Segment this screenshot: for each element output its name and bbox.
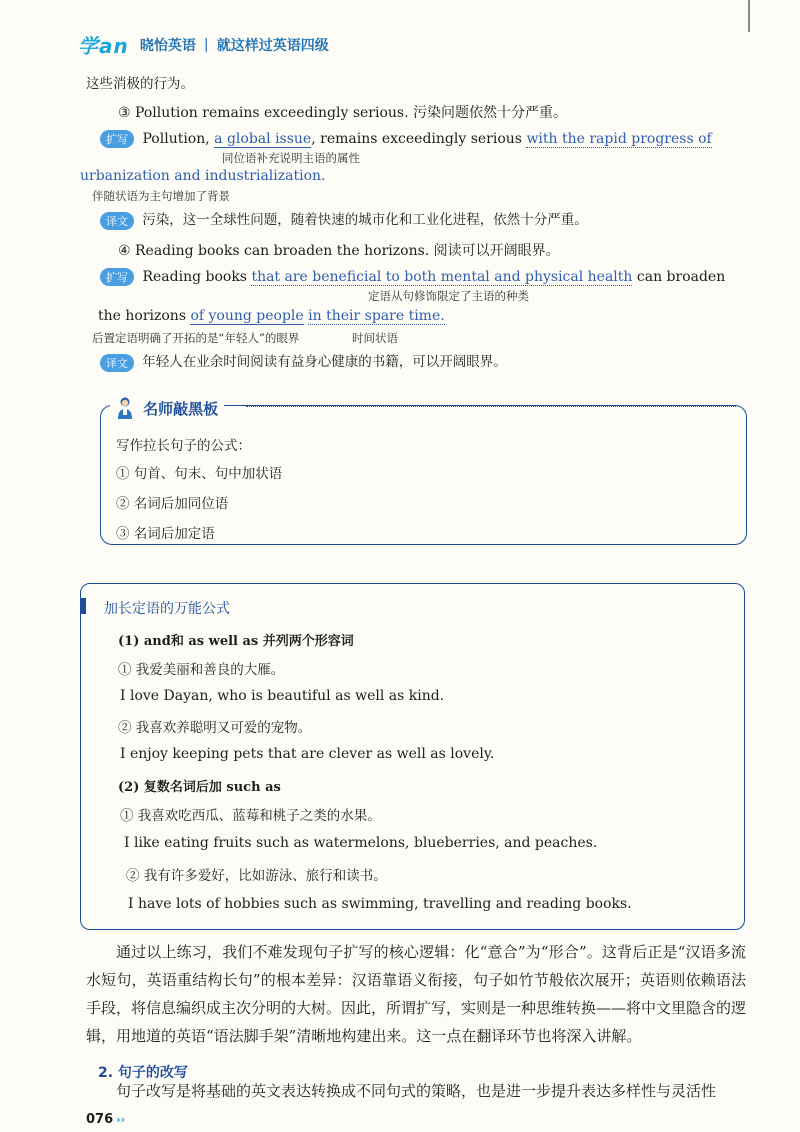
body-paragraph: 通过以上练习，我们不难发现句子扩写的核心逻辑：化“意合”为“形合”。这背后正是“汉语多流水短句，英语重结构长句”的根本差异：汉语靠语义衔接，句子如竹节般依次展开；英语则依赖语法手段，将信息编织成主次分明的大树。因此，所谓扩写，实则是一种思维转换——将中文里隐含的逻辑，用地道的英语“语法脚手架”清晰地构建出来。这一点在翻译环节也将深入讲解。 <box>86 943 747 1045</box>
teacher-tip-item: ③ 名词后加定语 <box>116 526 215 542</box>
postmodifier-note: 后置定语明确了开拓的是“年轻人”的眼界 <box>92 331 300 345</box>
section-intro-line: 句子改写是将基础的英文表达转换成不同句式的策略，也是进一步提升表达多样性与灵活性 <box>116 1082 717 1100</box>
continued-text: 这些消极的行为。 <box>86 76 194 92</box>
example-3-translation <box>100 208 588 230</box>
translation-badge: 译文 <box>100 212 134 230</box>
teacher-tip-item: ① 句首、句末、句中加状语 <box>116 466 283 482</box>
formula-example: ② 我有许多爱好，比如游泳、旅行和读书。 <box>126 868 387 884</box>
relative-clause-note: 定语从句修饰限定了主语的种类 <box>368 289 529 303</box>
page-edge-line <box>748 0 750 32</box>
example-4-expansion-line1 <box>100 268 725 286</box>
formula-example: ① 我爱美丽和善良的大雁。 <box>118 662 285 678</box>
example-4-translation <box>100 350 507 372</box>
appositive-note: 同位语补充说明主语的属性 <box>222 151 360 165</box>
example-3-sentence: ③ Pollution remains exceedingly serious. 污染问题依然十分严重。 <box>118 105 567 121</box>
section-heading: 2. 句子的改写 <box>98 1065 188 1081</box>
translation-text: 污染，这一全球性问题，随着快速的城市化和工业化进程，依然十分严重。 <box>142 212 588 228</box>
appositive-phrase: a global issue <box>214 131 312 147</box>
formula-example: I love Dayan, who is beautiful as well as kind. <box>120 688 445 704</box>
expand-subject: Pollution, <box>142 131 210 147</box>
example-3-expansion-line1 <box>100 130 712 148</box>
adverbial-phrase: with the rapid progress of <box>526 131 712 147</box>
teacher-tip-title: 名师敲黑板 <box>143 399 219 418</box>
formula-heading-1: (1) and和 as well as 并列两个形容词 <box>118 634 354 649</box>
formula-example: I like eating fruits such as watermelons, blueberries, and peaches. <box>124 835 598 851</box>
teacher-tip-dotted-rule <box>246 406 736 407</box>
example-3-expansion-line2: urbanization and industrialization. <box>80 168 326 184</box>
formula-example: I enjoy keeping pets that are clever as well as lovely. <box>120 746 495 762</box>
example-4-expansion-line2 <box>98 308 445 324</box>
teacher-tip-intro: 写作拉长句子的公式： <box>116 438 251 454</box>
formula-heading-2: (2) 复数名词后加 such as <box>118 780 281 795</box>
example-4-sentence: ④ Reading books can broaden the horizons. 阅读可以开阔眼界。 <box>118 243 560 259</box>
formula-box-marker <box>80 598 86 614</box>
expand-badge: 扩写 <box>100 130 134 148</box>
formula-example: ② 我喜欢养聪明又可爱的宠物。 <box>118 720 312 736</box>
relative-clause: that are beneficial to both mental and physical health <box>251 269 633 285</box>
translation-badge: 译文 <box>100 354 134 372</box>
page-header <box>78 30 329 59</box>
formula-box-title: 加长定语的万能公式 <box>104 601 230 617</box>
formula-example: I have lots of hobbies such as swimming, travelling and reading books. <box>128 896 632 912</box>
header-separator: | <box>203 36 209 53</box>
teacher-icon <box>116 396 134 420</box>
brand-logo: 学an <box>78 34 129 58</box>
expand-subject: Reading books <box>142 269 247 285</box>
expand-main: , remains exceedingly serious <box>311 131 522 147</box>
formula-example: ① 我喜欢吃西瓜、蓝莓和桃子之类的水果。 <box>120 808 381 824</box>
page-number <box>86 1112 125 1127</box>
book-subtitle: 就这样过英语四级 <box>216 37 329 54</box>
page-arrow-icon: ›› <box>116 1113 126 1126</box>
time-adverbial-phrase: in their spare time. <box>308 308 445 324</box>
teacher-tip-header <box>110 396 224 420</box>
expand-badge: 扩写 <box>100 268 134 286</box>
adverbial-note: 伴随状语为主句增加了背景 <box>92 189 230 203</box>
time-adverbial-note: 时间状语 <box>352 331 398 345</box>
brand-name: 晓怡英语 <box>139 37 196 54</box>
expand-verb: can broaden <box>636 269 726 285</box>
translation-text: 年轻人在业余时间阅读有益身心健康的书籍，可以开阔眼界。 <box>142 354 507 370</box>
expand-object: the horizons <box>98 308 186 324</box>
postmodifier-phrase: of young people <box>190 308 304 324</box>
teacher-tip-item: ② 名词后加同位语 <box>116 496 229 512</box>
page-number-text: 076 <box>86 1112 114 1127</box>
